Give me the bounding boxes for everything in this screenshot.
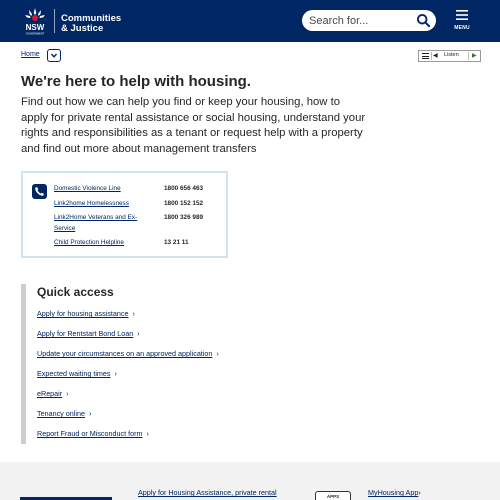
- agency-name-line1: Communities: [61, 13, 122, 24]
- chevron-down-icon: [48, 50, 60, 61]
- contact-number: 13 21 11: [164, 239, 189, 246]
- listen-label: Listen: [444, 52, 459, 58]
- chevron-right-icon: ›: [66, 389, 69, 398]
- logo-divider: [54, 9, 55, 33]
- chevron-right-icon: ›: [216, 349, 219, 358]
- quick-access-panel: [21, 284, 261, 444]
- quick-link-tenancy-online[interactable]: [37, 409, 91, 418]
- quick-link-label: eRepair: [37, 389, 63, 398]
- chevron-right-icon: ›: [137, 329, 140, 338]
- chevron-right-icon: ›: [114, 369, 117, 378]
- search-bar: [302, 10, 436, 31]
- site-header: [0, 0, 500, 42]
- chevron-right-icon: ›: [88, 409, 92, 418]
- contact-numbers-box: [21, 171, 228, 258]
- contact-name-link[interactable]: Domestic Violence Line: [54, 185, 121, 192]
- agency-name-line2: & Justice: [61, 23, 104, 34]
- contact-number: 1800 326 989: [164, 214, 204, 221]
- hamburger-icon: [456, 10, 468, 20]
- play-icon[interactable]: ▶: [472, 53, 477, 59]
- quick-link-erepair[interactable]: [37, 389, 69, 398]
- svg-text:GOVERNMENT: GOVERNMENT: [25, 32, 45, 36]
- quick-link-label: Tenancy online: [37, 409, 85, 418]
- listen-button[interactable]: [418, 50, 481, 62]
- svg-text:NSW: NSW: [25, 23, 45, 32]
- menu-label: MENU: [454, 25, 470, 31]
- quick-link-label: Apply for Rentstart Bond Loan: [37, 329, 134, 338]
- contact-name-link[interactable]: Link2home Homelessness: [54, 200, 129, 207]
- chevron-right-icon: ›: [132, 309, 135, 318]
- contact-name-link[interactable]: Link2Home Veterans and Ex-Service: [54, 214, 138, 232]
- menu-button[interactable]: [450, 8, 474, 34]
- contact-number: 1800 152 152: [164, 200, 204, 207]
- chevron-right-icon: ›: [418, 488, 421, 497]
- page-title: We're here to help with housing.: [21, 73, 251, 90]
- quick-access-title: Quick access: [37, 285, 114, 299]
- quick-link-rentstart[interactable]: [37, 329, 140, 338]
- footer-apply-link[interactable]: Apply for Housing Assistance, private rental: [138, 488, 277, 497]
- agency-name[interactable]: [61, 14, 121, 34]
- intro-text: Find out how we can help you find or keep your housing, how to apply for private rental assistance or social housing, understand your rights and responsibilities as a tenant or request help with a property and find out more about management transfers: [21, 96, 366, 155]
- contact-name-link[interactable]: Child Protection Helpline: [54, 239, 124, 246]
- breadcrumb-home[interactable]: Home: [21, 51, 40, 58]
- quick-link-label: Report Fraud or Misconduct form: [37, 429, 143, 438]
- search-icon[interactable]: [416, 13, 431, 28]
- page-footer: [0, 462, 500, 500]
- breadcrumb-toggle-button[interactable]: [47, 49, 61, 62]
- listen-divider: [431, 52, 432, 60]
- listen-menu-icon[interactable]: [422, 53, 429, 59]
- app-store-badge[interactable]: APPS: [315, 491, 351, 500]
- quick-link-report-fraud[interactable]: [37, 429, 149, 438]
- listen-divider-2: [468, 52, 469, 60]
- nsw-government-logo[interactable]: [20, 6, 50, 36]
- quick-link-label: Expected waiting times: [37, 369, 111, 378]
- speaker-icon: ◀: [433, 53, 438, 59]
- quick-link-label: Apply for housing assistance: [37, 309, 129, 318]
- contact-number: 1800 656 463: [164, 185, 204, 192]
- footer-myhousing-label: MyHousing App: [368, 488, 419, 497]
- phone-icon: [32, 184, 47, 199]
- quick-link-waiting-times[interactable]: [37, 369, 117, 378]
- quick-link-label: Update your circumstances on an approved application: [37, 349, 213, 358]
- chevron-right-icon: ›: [146, 429, 149, 438]
- search-input[interactable]: [302, 10, 408, 31]
- quick-link-apply-housing[interactable]: [37, 309, 135, 318]
- quick-link-update-circumstances[interactable]: [37, 349, 219, 358]
- footer-myhousing-link[interactable]: [368, 488, 421, 497]
